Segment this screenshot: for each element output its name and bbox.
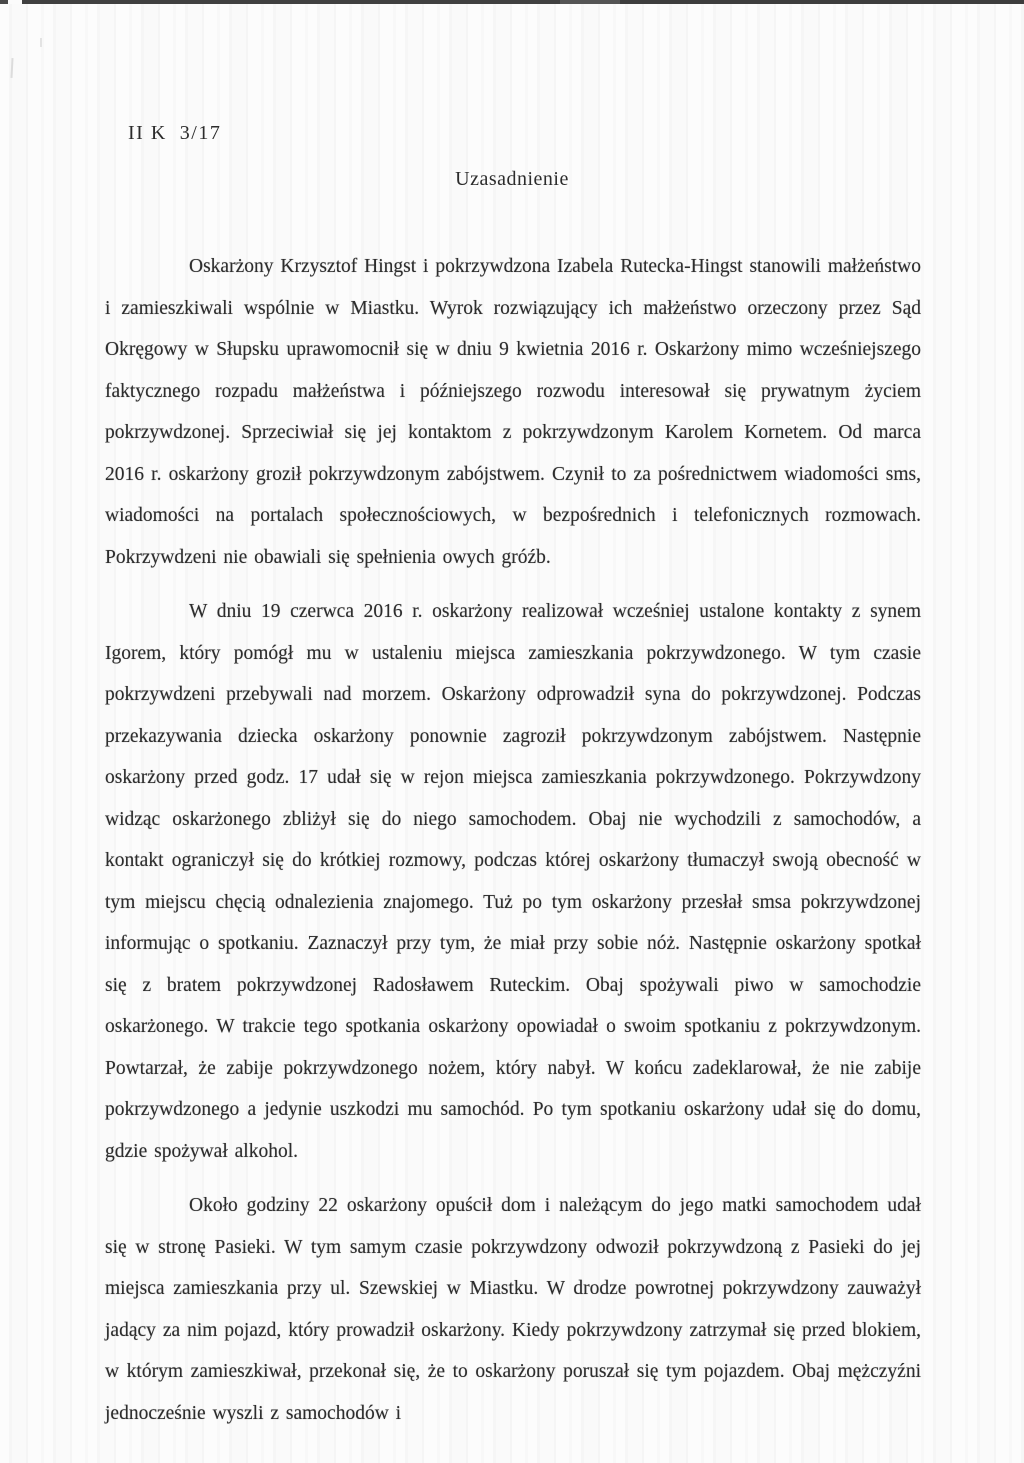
document-body <box>105 246 921 1434</box>
scan-artifact-top-bar <box>0 0 1024 4</box>
paragraph-3: Około godziny 22 oskarżony opuścił dom i należącym do jego matki samochodem udał się w stronę Pasieki. W tym samym czasie pokrzywdzony odwoził pokrzywdzoną z Pasieki do jej miejsca zamieszkania przy ul. Szewskiej w Miastku. W drodze powrotnej pokrzywdzony zauważył jadący za nim pojazd, który prowadził oskarżony. Kiedy pokrzywdzony zatrzymał się przed blokiem, w którym zamieszkiwał, przekonał się, że to oskarżony poruszał się tym pojazdem. Obaj mężczyźni jednocześnie wyszli z samochodów i <box>105 1195 921 1424</box>
document-title: Uzasadnienie <box>455 168 569 190</box>
case-number: II K 3/17 <box>128 122 222 144</box>
scan-artifact-speck <box>40 38 42 47</box>
paragraph-2: W dniu 19 czerwca 2016 r. oskarżony realizował wcześniej ustalone kontakty z synem Igorem, który pomógł mu w ustaleniu miejsca zamieszkania pokrzywdzonego. W tym czasie pokrzywdzeni przebywali nad morzem. Oskarżony odprowadził syna do pokrzywdzonej. Podczas przekazywania dziecka oskarżony ponownie zagroził pokrzywdzonym zabójstwem. Następnie oskarżony przed godz. 17 udał się w rejon miejsca zamieszkania pokrzywdzonego. Pokrzywdzony widząc oskarżonego zbliżył się do niego samochodem. Obaj nie wychodzili z samochodów, a kontakt ograniczył się do krótkiej rozmowy, podczas której oskarżony tłumaczył swoją obecność w tym miejscu chęcią odnalezienia znajomego. Tuż po tym oskarżony przesłał smsa pokrzywdzonej informując o spotkaniu. Zaznaczył przy tym, że miał przy sobie nóż. Następnie oskarżony spotkał się z bratem pokrzywdzonej Radosławem Ruteckim. Obaj spożywali piwo w samochodzie oskarżonego. W trakcie tego spotkania oskarżony opowiadał o swoim spotkaniu z pokrzywdzonym. Powtarzał, że zabije pokrzywdzonego nożem, który nabył. W końcu zadeklarował, że nie zabije pokrzywdzonego a jedynie uszkodzi mu samochód. Po tym spotkaniu oskarżony udał się do domu, gdzie spożywał alkohol. <box>105 601 921 1162</box>
paragraph-1: Oskarżony Krzysztof Hingst i pokrzywdzona Izabela Rutecka-Hingst stanowili małżeństwo i zamieszkiwali wspólnie w Miastku. Wyrok rozwiązujący ich małżeństwo orzeczony przez Sąd Okręgowy w Słupsku uprawomocnił się w dniu 9 kwietnia 2016 r. Oskarżony mimo wcześniejszego faktycznego rozpadu małżeństwa i późniejszego rozwodu interesował się prywatnym życiem pokrzywdzonej. Sprzeciwiał się jej kontaktom z pokrzywdzonym Karolem Kornetem. Od marca 2016 r. oskarżony groził pokrzywdzonym zabójstwem. Czynił to za pośrednictwem wiadomości sms, wiadomości na portalach społecznościowych, w bezpośrednich i telefonicznych rozmowach. Pokrzywdzeni nie obawiali się spełnienia owych gróźb. <box>105 256 921 568</box>
scan-artifact-speck <box>10 58 13 78</box>
